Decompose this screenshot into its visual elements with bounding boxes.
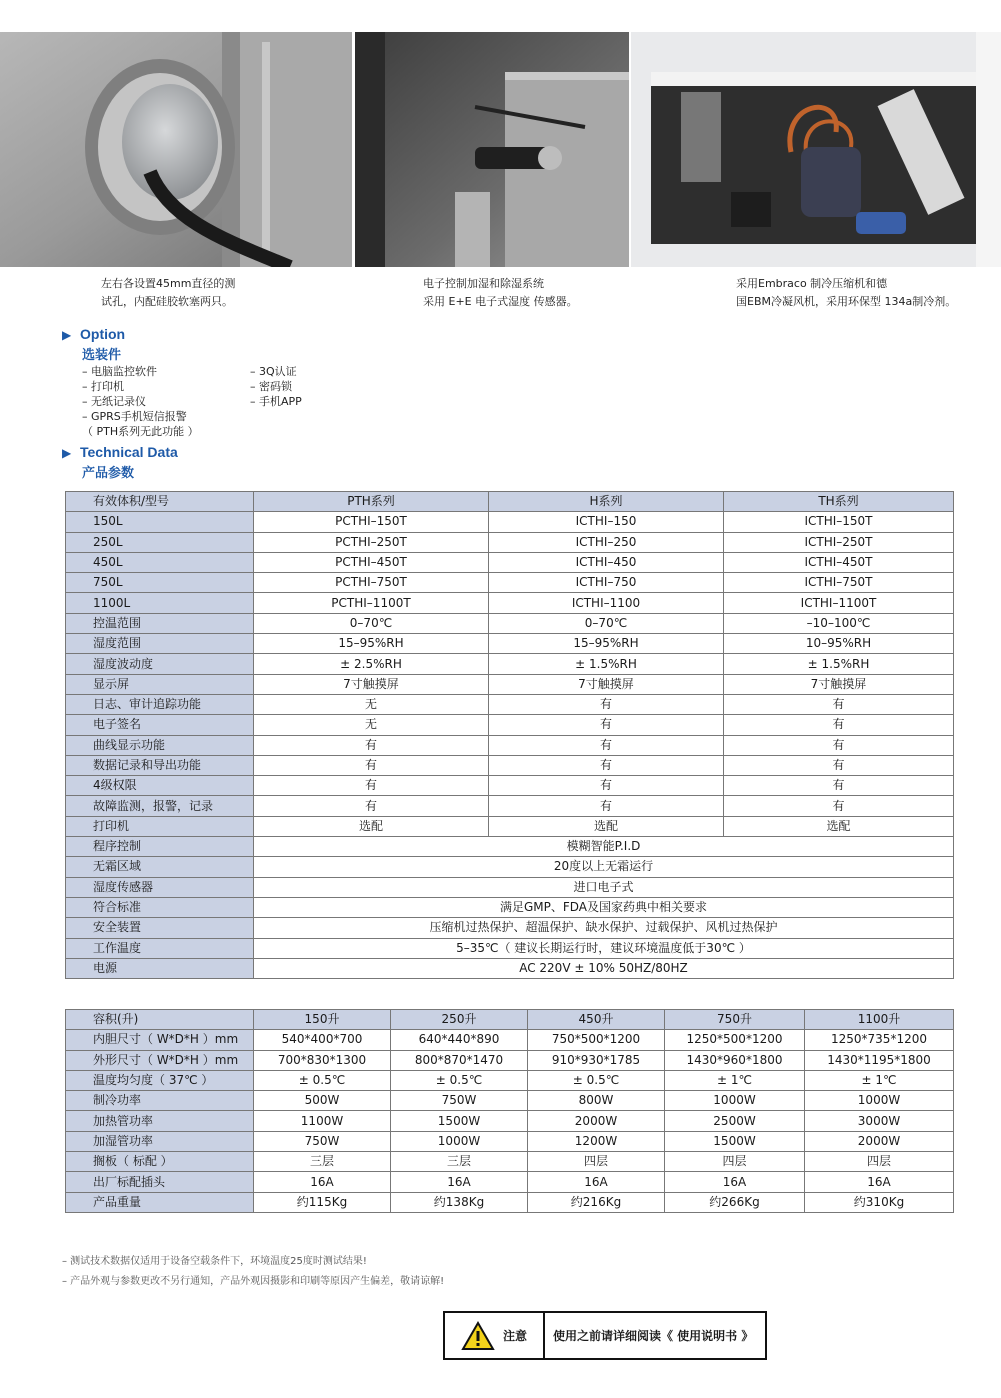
table-cell: PCTHI–450T: [254, 552, 489, 572]
table-cell: PCTHI–250T: [254, 532, 489, 552]
table-cell: PTH系列: [254, 492, 489, 512]
row-label: 450L: [66, 552, 254, 572]
warning-triangle-icon: [461, 1321, 495, 1351]
table-cell: 2000W: [528, 1111, 665, 1131]
table-cell: 有: [489, 796, 724, 816]
option-item: – GPRS手机短信报警: [82, 410, 187, 423]
caption-compressor: [736, 275, 956, 311]
table-row: [66, 1091, 954, 1111]
table-cell: 有: [724, 694, 954, 714]
table-row: [66, 593, 954, 613]
row-label: 显示屏: [66, 674, 254, 694]
option-item: – 无纸记录仪: [82, 395, 146, 408]
option-item: （ PTH系列无此功能 ）: [82, 425, 199, 438]
warning-label: 注意: [502, 1329, 527, 1343]
row-label: 加湿管功率: [66, 1131, 254, 1151]
table-cell: 有: [489, 715, 724, 735]
table-cell: 压缩机过热保护、超温保护、缺水保护、过载保护、风机过热保护: [254, 918, 954, 938]
table-row: [66, 1070, 954, 1090]
table-cell: ICTHI–150T: [724, 512, 954, 532]
table-cell: ICTHI–1100: [489, 593, 724, 613]
table-cell: ICTHI–250: [489, 532, 724, 552]
table-cell: 1500W: [665, 1131, 805, 1151]
row-label: 故障监测，报警，记录: [66, 796, 254, 816]
row-label: 工作温度: [66, 938, 254, 958]
table-cell: 进口电子式: [254, 877, 954, 897]
row-label: 250L: [66, 532, 254, 552]
table-row: [66, 552, 954, 572]
table-cell: 1430*960*1800: [665, 1050, 805, 1070]
option-list-left: [82, 364, 199, 439]
table-cell: 16A: [665, 1172, 805, 1192]
table-row: [66, 776, 954, 796]
table-cell: 有: [489, 694, 724, 714]
table-cell: 7寸触摸屏: [254, 674, 489, 694]
table-cell: ± 0.5℃: [254, 1070, 391, 1090]
row-label: 搁板（ 标配 ）: [66, 1152, 254, 1172]
table-cell: 有: [489, 735, 724, 755]
row-label: 日志、审计追踪功能: [66, 694, 254, 714]
table-cell: 有: [724, 755, 954, 775]
table-cell: 有: [254, 755, 489, 775]
table-cell: 1100W: [254, 1111, 391, 1131]
table-row: [66, 573, 954, 593]
table-row: [66, 958, 954, 978]
caption-line: 采用Embraco 制冷压缩机和德: [736, 277, 888, 290]
spec-table-models: [65, 491, 954, 979]
table-cell: 1200W: [528, 1131, 665, 1151]
table-cell: 750升: [665, 1010, 805, 1030]
techdata-heading: ▶ Technical Data 产品参数: [62, 444, 178, 481]
table-cell: 有: [254, 735, 489, 755]
table-header-row: [66, 492, 954, 512]
option-heading: ▶ Option 选装件: [62, 326, 126, 363]
table-cell: 选配: [254, 816, 489, 836]
spec-table-sizes: [65, 1009, 954, 1213]
table-cell: 约138Kg: [391, 1192, 528, 1212]
table-cell: 有: [724, 735, 954, 755]
table-cell: 16A: [391, 1172, 528, 1192]
table-row: [66, 1030, 954, 1050]
table-cell: 20度以上无霜运行: [254, 857, 954, 877]
table-cell: 四层: [805, 1152, 954, 1172]
table-row: [66, 755, 954, 775]
table-cell: 16A: [528, 1172, 665, 1192]
table-cell: 选配: [489, 816, 724, 836]
table-row: [66, 877, 954, 897]
table-row: [66, 715, 954, 735]
table-cell: 有: [724, 796, 954, 816]
row-label: 1100L: [66, 593, 254, 613]
table-cell: H系列: [489, 492, 724, 512]
triangle-right-icon: ▶: [62, 328, 72, 342]
table-cell: ICTHI–150: [489, 512, 724, 532]
table-cell: ± 1℃: [665, 1070, 805, 1090]
table-cell: ICTHI–750T: [724, 573, 954, 593]
caption-humidity: [423, 275, 578, 311]
row-label: 出厂标配插头: [66, 1172, 254, 1192]
table-cell: 16A: [254, 1172, 391, 1192]
table-cell: 约266Kg: [665, 1192, 805, 1212]
table-row: [66, 694, 954, 714]
row-label: 产品重量: [66, 1192, 254, 1212]
table-cell: 5–35℃（ 建议长期运行时，建议环境温度低于30℃ ）: [254, 938, 954, 958]
table-cell: 1000W: [805, 1091, 954, 1111]
table-cell: 有: [724, 715, 954, 735]
table-cell: 10–95%RH: [724, 634, 954, 654]
option-item: – 密码锁: [250, 380, 292, 393]
table-cell: 1000W: [665, 1091, 805, 1111]
table-cell: 无: [254, 694, 489, 714]
table-cell: TH系列: [724, 492, 954, 512]
table-cell: 1100升: [805, 1010, 954, 1030]
row-label: 电源: [66, 958, 254, 978]
table-header-row: [66, 1010, 954, 1030]
table-cell: ICTHI–450: [489, 552, 724, 572]
table-cell: 有: [724, 776, 954, 796]
option-list-right: [250, 364, 302, 409]
table-cell: ICTHI–1100T: [724, 593, 954, 613]
table-row: [66, 1172, 954, 1192]
table-cell: 16A: [805, 1172, 954, 1192]
row-label: 外形尺寸（ W*D*H ）mm: [66, 1050, 254, 1070]
caption-line: 国EBM冷凝风机，采用环保型 134a制冷剂。: [736, 295, 957, 308]
caption-line: 采用 E+E 电子式湿度 传感器。: [423, 295, 578, 308]
row-label: 电子签名: [66, 715, 254, 735]
table-cell: 1430*1195*1800: [805, 1050, 954, 1070]
table-cell: 150升: [254, 1010, 391, 1030]
table-row: [66, 918, 954, 938]
option-item: – 手机APP: [250, 395, 302, 408]
table-row: [66, 654, 954, 674]
table-cell: 2500W: [665, 1111, 805, 1131]
table-cell: 250升: [391, 1010, 528, 1030]
row-label: 符合标准: [66, 897, 254, 917]
row-label: 控温范围: [66, 613, 254, 633]
row-label: 安全装置: [66, 918, 254, 938]
table-cell: 750W: [254, 1131, 391, 1151]
table-cell: 1250*735*1200: [805, 1030, 954, 1050]
table-cell: 有: [254, 776, 489, 796]
warning-box: [443, 1311, 767, 1360]
table-cell: ± 0.5℃: [391, 1070, 528, 1090]
caption-test-port: [101, 275, 235, 311]
row-label: 4级权限: [66, 776, 254, 796]
table-row: [66, 634, 954, 654]
table-row: [66, 816, 954, 836]
table-cell: 1000W: [391, 1131, 528, 1151]
table-cell: 450升: [528, 1010, 665, 1030]
table-cell: 1500W: [391, 1111, 528, 1131]
table-cell: 540*400*700: [254, 1030, 391, 1050]
table-cell: 7寸触摸屏: [724, 674, 954, 694]
table-row: [66, 897, 954, 917]
table-cell: ± 1℃: [805, 1070, 954, 1090]
row-label: 湿度传感器: [66, 877, 254, 897]
table-row: [66, 674, 954, 694]
table-row: [66, 796, 954, 816]
table-row: [66, 1152, 954, 1172]
table-cell: ± 1.5%RH: [724, 654, 954, 674]
row-label: 打印机: [66, 816, 254, 836]
table-cell: 910*930*1785: [528, 1050, 665, 1070]
table-cell: 3000W: [805, 1111, 954, 1131]
table-row: [66, 1192, 954, 1212]
table-row: [66, 512, 954, 532]
row-label: 内胆尺寸（ W*D*H ）mm: [66, 1030, 254, 1050]
table-cell: 三层: [254, 1152, 391, 1172]
table-cell: 1250*500*1200: [665, 1030, 805, 1050]
table-cell: 有: [254, 796, 489, 816]
table-cell: ± 2.5%RH: [254, 654, 489, 674]
photo-compressor: [631, 32, 1001, 267]
table-cell: 0–70℃: [254, 613, 489, 633]
table-cell: 0–70℃: [489, 613, 724, 633]
table-cell: 约310Kg: [805, 1192, 954, 1212]
warning-label-cell: [445, 1313, 545, 1358]
table-cell: 2000W: [805, 1131, 954, 1151]
table-row: [66, 857, 954, 877]
caption-line: 试孔，内配硅胶软塞两只。: [101, 295, 233, 308]
caption-line: 左右各设置45mm直径的测: [101, 277, 236, 290]
table-cell: 15–95%RH: [489, 634, 724, 654]
table-row: [66, 837, 954, 857]
caption-line: 电子控制加湿和除湿系统: [423, 277, 544, 290]
table-cell: PCTHI–150T: [254, 512, 489, 532]
option-item: – 打印机: [82, 380, 124, 393]
table-cell: 有: [489, 755, 724, 775]
row-label: 750L: [66, 573, 254, 593]
row-label: 曲线显示功能: [66, 735, 254, 755]
table-cell: 750*500*1200: [528, 1030, 665, 1050]
table-cell: ± 1.5%RH: [489, 654, 724, 674]
table-cell: AC 220V ± 10% 50HZ/80HZ: [254, 958, 954, 978]
row-label: 温度均匀度（ 37℃ ）: [66, 1070, 254, 1090]
table-cell: 四层: [528, 1152, 665, 1172]
option-item: – 3Q认证: [250, 365, 297, 378]
table-cell: 800W: [528, 1091, 665, 1111]
row-label: 程序控制: [66, 837, 254, 857]
table-cell: 7寸触摸屏: [489, 674, 724, 694]
row-label: 湿度范围: [66, 634, 254, 654]
table-cell: 约216Kg: [528, 1192, 665, 1212]
table-cell: 三层: [391, 1152, 528, 1172]
warning-text: 使用之前请详细阅读《 使用说明书 》: [553, 1329, 754, 1343]
table-cell: ± 0.5℃: [528, 1070, 665, 1090]
note-line: – 产品外观与参数更改不另行通知，产品外观因摄影和印刷等原因产生偏差，敬请谅解!: [62, 1276, 445, 1287]
row-label: 有效体积/型号: [66, 492, 254, 512]
table-cell: 选配: [724, 816, 954, 836]
table-cell: 700*830*1300: [254, 1050, 391, 1070]
photo-humidity-sensor: [355, 32, 629, 267]
table-cell: PCTHI–1100T: [254, 593, 489, 613]
table-row: [66, 938, 954, 958]
table-cell: 有: [489, 776, 724, 796]
photo-test-port: [0, 32, 352, 267]
table-cell: PCTHI–750T: [254, 573, 489, 593]
row-label: 150L: [66, 512, 254, 532]
table-cell: ICTHI–250T: [724, 532, 954, 552]
table-row: [66, 1050, 954, 1070]
table-cell: 四层: [665, 1152, 805, 1172]
note-line: – 测试技术数据仅适用于设备空载条件下，环境温度25度时测试结果!: [62, 1256, 367, 1267]
table-cell: 约115Kg: [254, 1192, 391, 1212]
table-row: [66, 532, 954, 552]
row-label: 容积(升): [66, 1010, 254, 1030]
table-cell: 15–95%RH: [254, 634, 489, 654]
table-cell: 640*440*890: [391, 1030, 528, 1050]
table-row: [66, 613, 954, 633]
table-cell: 500W: [254, 1091, 391, 1111]
table-cell: 满足GMP、FDA及国家药典中相关要求: [254, 897, 954, 917]
table-cell: 800*870*1470: [391, 1050, 528, 1070]
table-cell: 模糊智能P.I.D: [254, 837, 954, 857]
table-cell: ICTHI–450T: [724, 552, 954, 572]
option-item: – 电脑监控软件: [82, 365, 157, 378]
table-row: [66, 1111, 954, 1131]
table-cell: 无: [254, 715, 489, 735]
row-label: 湿度波动度: [66, 654, 254, 674]
table-row: [66, 735, 954, 755]
table-cell: 750W: [391, 1091, 528, 1111]
row-label: 无霜区域: [66, 857, 254, 877]
table-cell: –10–100℃: [724, 613, 954, 633]
row-label: 数据记录和导出功能: [66, 755, 254, 775]
row-label: 制冷功率: [66, 1091, 254, 1111]
table-cell: ICTHI–750: [489, 573, 724, 593]
triangle-right-icon: ▶: [62, 446, 72, 460]
row-label: 加热管功率: [66, 1111, 254, 1131]
table-row: [66, 1131, 954, 1151]
